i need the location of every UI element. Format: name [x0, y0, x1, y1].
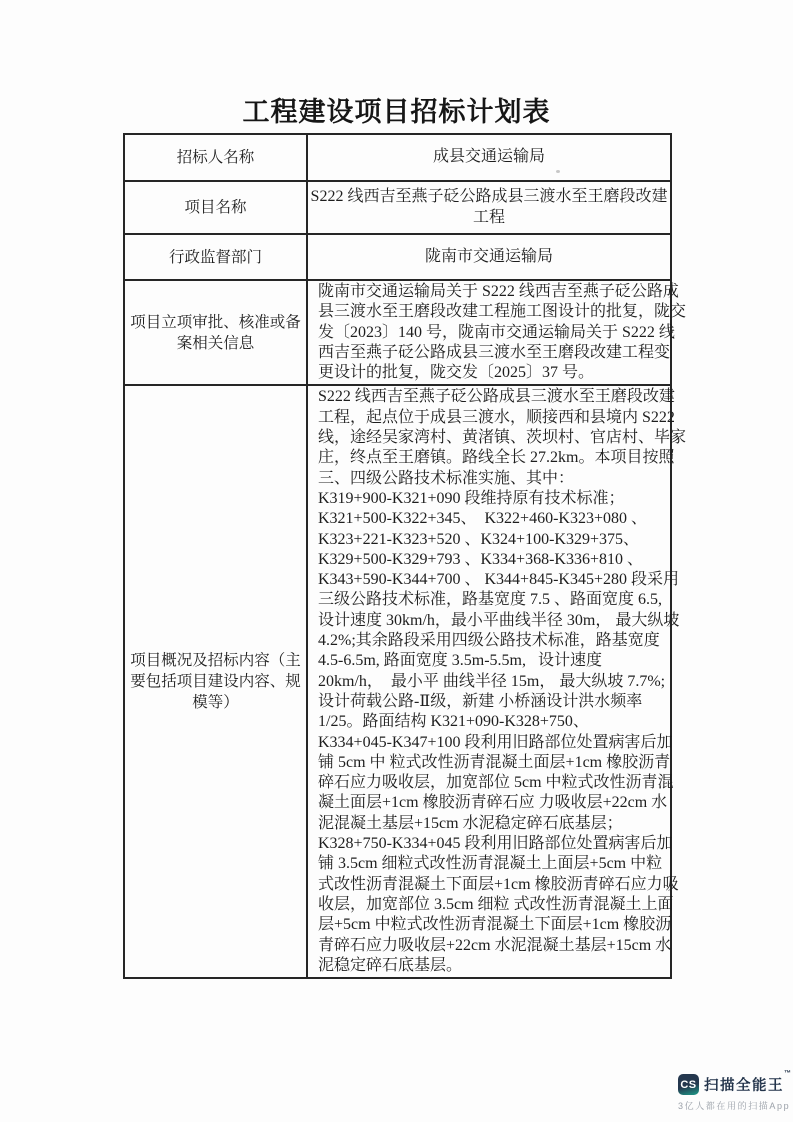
row-value [308, 386, 687, 977]
text-line: 陇南市交通运输局关于 S222 线西吉至燕子砭公路成 [318, 283, 679, 300]
text-line: 发〔2023〕140 号，陇南市交通运输局关于 S222 线 [318, 323, 675, 341]
text-line: 案相关信息 [176, 334, 255, 352]
text-line: 4.5-6.5m, 路面宽度 3.5m-5.5m, 设计速度 [318, 652, 602, 670]
label-text: 项目名称 [184, 199, 247, 216]
text-line: 项目概况及招标内容（主 [130, 652, 301, 670]
text-line: K321+500-K322+345、 K322+460-K323+080 、 [318, 510, 647, 528]
text-line: 要包括项目建设内容、规 [130, 673, 301, 691]
trademark-symbol: ™ [784, 1070, 793, 1077]
text-line: 泥稳定碎石底基层。 [318, 956, 463, 974]
text-line: 泥混凝土基层+15cm 水泥稳定碎石底基层； [318, 814, 623, 832]
text-line: 西吉至燕子砭公路成县三渡水至王磨段改建工程变 [318, 343, 671, 361]
camscanner-logo [678, 1070, 793, 1095]
text-line: K329+500-K329+793 、K334+368-K336+810 、 [318, 550, 643, 568]
bidding-plan-table [123, 133, 687, 979]
row-label [125, 135, 308, 180]
row-label [125, 182, 308, 233]
text-line: 三级公路技术标准，路基宽度 7.5 、路面宽度 6.5, [318, 591, 663, 609]
text-line: 项目立项审批、核准或备 [130, 313, 301, 331]
text-line: 收层，加宽部位 3.5cm 细粒 式改性沥青混凝土上面 [318, 895, 674, 913]
text-line: K323+221-K323+520 、K324+100-K329+375、 [318, 530, 639, 548]
text-line: 层+5cm 中粒式改性沥青混凝土下面层+1cm 橡胶沥 [318, 916, 672, 934]
text-line: 设计速度 30km/h，最小平曲线半径 30m， 最大纵坡 [318, 611, 680, 629]
text-line: K319+900-K321+090 段维持原有技术标准； [318, 489, 625, 507]
row-label [125, 386, 308, 977]
text-line: 20km/h， 最小平 曲线半径 15m， 最大纵坡 7.7%; [318, 672, 666, 690]
row-value [308, 135, 670, 180]
label-text: 行政监督部门 [168, 248, 262, 266]
text-line: K328+750-K334+045 段利用旧路部位处置病害后加 [318, 835, 673, 853]
text-line: S222 线西吉至燕子砭公路成县三渡水至王磨段改建 [318, 388, 675, 406]
text-line: 工程 [472, 208, 505, 226]
text-line: 庄，终点至王磨镇。路线全长 27.2km。本项目按照 [318, 449, 675, 467]
text-line: K334+045-K347+100 段利用旧路部位处置病害后加 [318, 733, 673, 751]
text-line: 凝土面层+1cm 橡胶沥青碎石应 力吸收层+22cm 水 [318, 794, 668, 812]
text-line: 设计荷载公路-Ⅱ级，新建 小桥涵设计洪水频率 [318, 692, 643, 710]
row-value [308, 281, 687, 384]
text-line: 铺 3.5cm 细粒式改性沥青混凝土上面层+5cm 中粒 [318, 855, 663, 873]
row-label [125, 235, 308, 279]
table-row-bidder-name [125, 135, 670, 180]
table-row-project-overview [125, 384, 687, 977]
camscanner-watermark [678, 1070, 793, 1112]
camscanner-cs-icon: CS [678, 1074, 699, 1095]
row-value [308, 182, 670, 233]
row-label [125, 281, 308, 384]
value-text: 陇南市交通运输局 [424, 247, 553, 265]
scan-speck [556, 170, 560, 173]
camscanner-app-name [704, 1070, 793, 1095]
text-line: 式改性沥青混凝土下面层+1cm 橡胶沥青碎石应力吸 [318, 875, 679, 893]
text-line: 碎石应力吸收层，加宽部位 5cm 中粒式改性沥青混 [318, 774, 674, 792]
text-line: 三、四级公路技术标准实施、其中： [318, 469, 575, 487]
value-text: 成县交通运输局 [432, 148, 545, 166]
camscanner-tagline: 3亿人都在用的扫描App [678, 1101, 791, 1111]
table-row-supervision-department [125, 233, 670, 279]
table-row-approval-info [125, 279, 687, 384]
text-line: 1/25。路面结构 K321+090-K328+750、 [318, 713, 589, 731]
text-line: 更设计的批复，陇交发〔2025〕37 号。 [318, 364, 595, 382]
app-name-text: 扫描全能王 [704, 1078, 784, 1094]
text-line: 4.2%;其余路段采用四级公路技术标准，路基宽度 [318, 632, 660, 650]
text-line: 工程，起点位于成县三渡水，顺接西和县境内 S222 [318, 408, 675, 426]
label-text: 招标人名称 [176, 149, 255, 166]
document-title: 工程建设项目招标计划表 [242, 97, 551, 127]
row-value [308, 235, 670, 279]
text-line: 线，途经吴家湾村、黄渚镇、茨坝村、官店村、毕家 [318, 429, 687, 447]
text-line: 青碎石应力吸收层+22cm 水泥混凝土基层+15cm 水 [318, 936, 672, 954]
text-line: 模等） [192, 694, 239, 712]
text-line: 县三渡水至王磨段改建工程施工图设计的批复，陇交 [318, 303, 687, 321]
text-line: K343+590-K344+700 、 K344+845-K345+280 段采用 [318, 571, 679, 589]
text-line: S222 线西吉至燕子砭公路成县三渡水至王磨段改建 [310, 188, 668, 206]
table-row-project-name [125, 180, 670, 233]
text-line: 铺 5cm 中 粒式改性沥青混凝土面层+1cm 橡胶沥青 [318, 753, 671, 771]
